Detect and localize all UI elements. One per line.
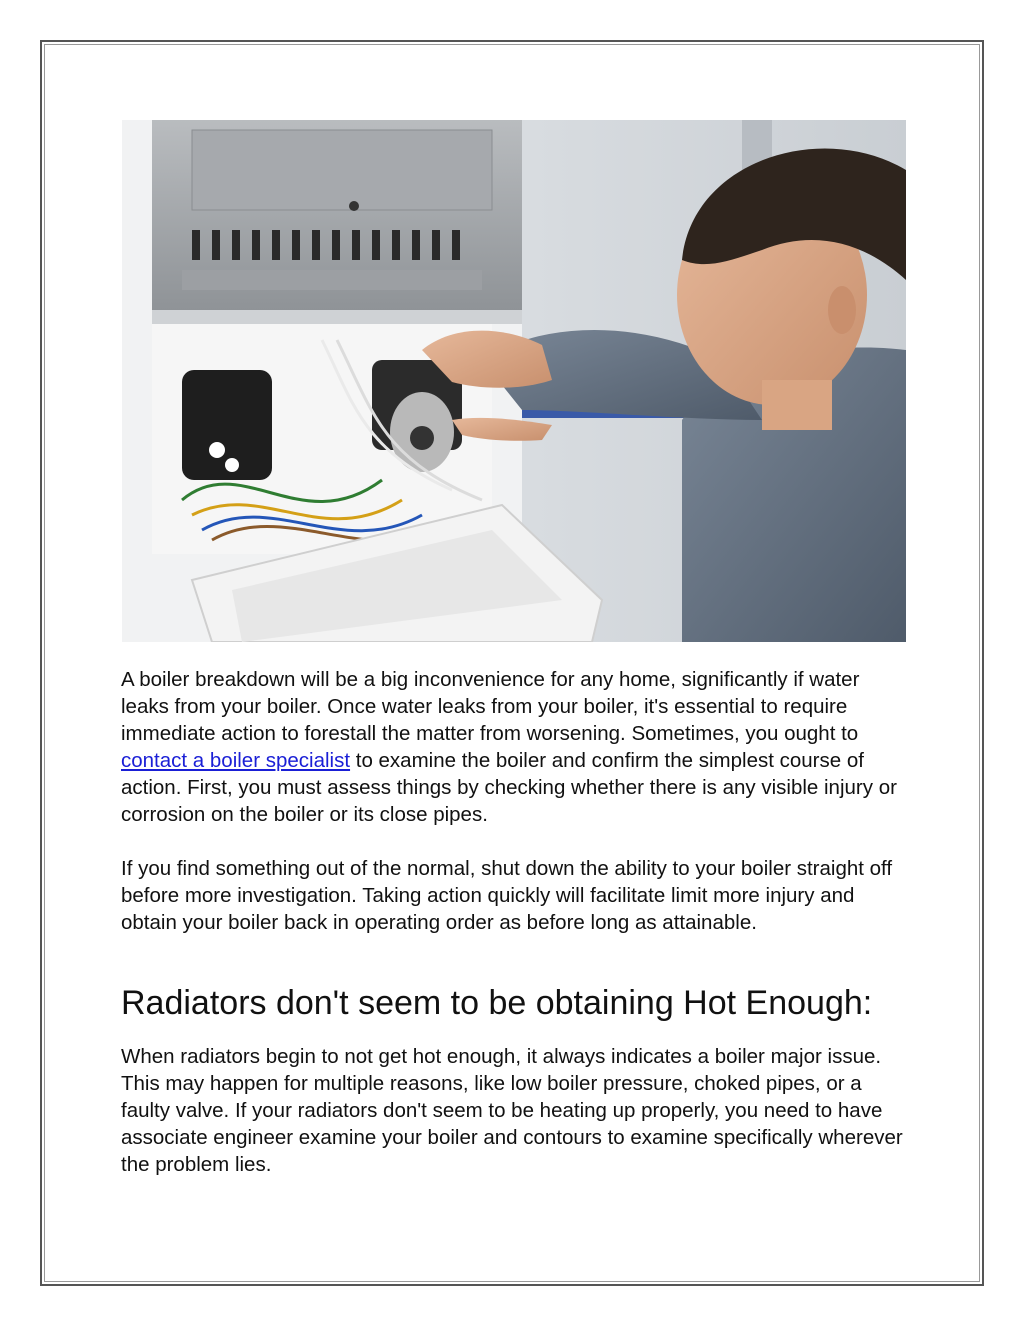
section-heading-radiators: Radiators don't seem to be obtaining Hot Enough: <box>121 984 873 1022</box>
boiler-repair-photo <box>122 120 906 642</box>
paragraph-shut-down-boiler <box>121 855 911 936</box>
paragraph-2-text: If you find something out of the normal, shut down the ability to your boiler straight off before more investigation. Taking action quickly will facilitate limit more injury and obtain your boiler back in operating order as before long as attainable. <box>121 857 893 934</box>
paragraph-1-text: A boiler breakdown will be a big inconvenience for any home, significantly if water leaks from your boiler. Once water leaks from your boiler, it's essential to require immediate action to forestall the matter from worsening. Sometimes, you ought to <box>121 668 860 745</box>
paragraph-boiler-breakdown <box>121 666 911 828</box>
boiler-specialist-link[interactable]: contact a boiler specialist <box>121 749 351 772</box>
paragraph-1-text-continued: to examine the boiler and confirm the simplest course of action. First, you must assess things by checking whether there is any visible injury or corrosion on the boiler or its close pipes. <box>121 749 897 826</box>
paragraph-3-text: When radiators begin to not get hot enough, it always indicates a boiler major issue. This may happen for multiple reasons, like low boiler pressure, choked pipes, or a faulty valve. If your radiators don't seem to be heating up properly, you need to have associate engineer examine your boiler and contours to examine specifically wherever the problem lies. <box>121 1045 903 1176</box>
paragraph-radiators <box>121 1043 911 1178</box>
